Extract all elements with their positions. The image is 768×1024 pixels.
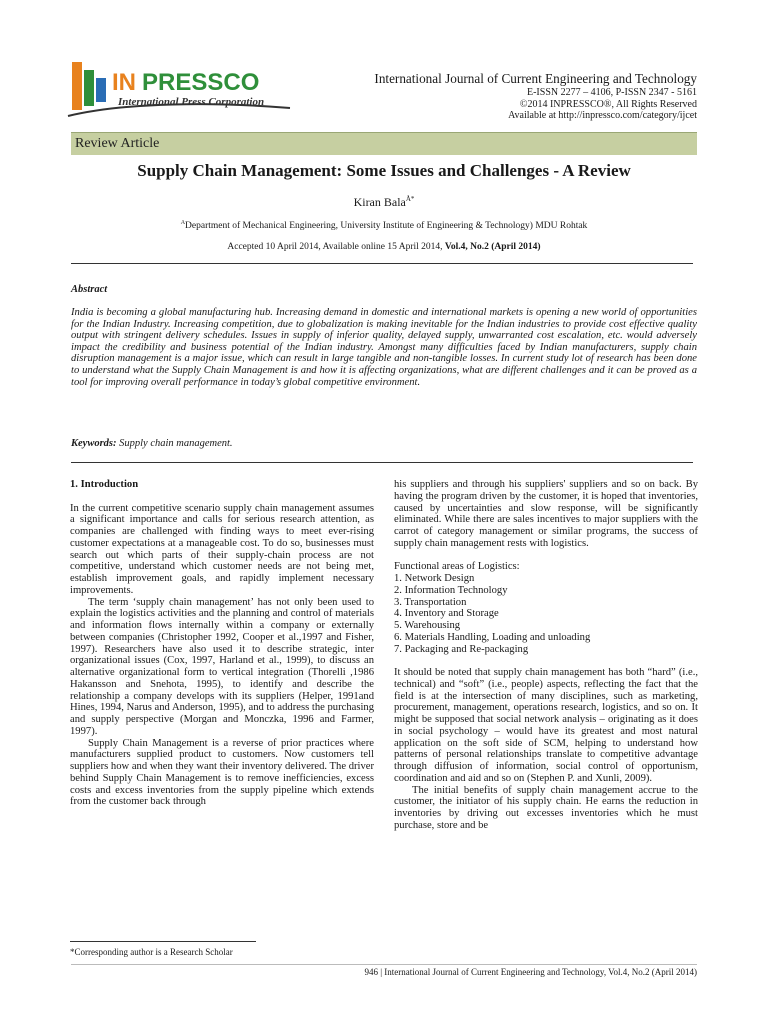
logistics-list-heading: Functional areas of Logistics: — [394, 561, 520, 573]
footnote-rule — [70, 941, 256, 942]
logo-brand-pressco: PRESSCO — [142, 69, 260, 96]
article-type-label: Review Article — [75, 136, 160, 151]
affiliation-sup: A — [180, 220, 186, 226]
intro-paragraph-3: Supply Chain Management is a reverse of prior practices where manufacturers supplied product to customers. Now customers tell suppliers how and when they want their inventory delivered. The driver behind Supply Chain Management is to remove inefficiencies, excess costs and excess inventories from the supply pipeline which extends from the customer back through — [70, 737, 374, 808]
footnote: *Corresponding author is a Research Scholar — [70, 947, 233, 957]
accepted-line — [71, 241, 697, 253]
volume-info: Vol.4, No.2 (April 2014) — [444, 242, 541, 252]
section-heading-introduction: 1. Introduction — [70, 479, 139, 490]
keywords-label: Keywords: — [71, 438, 117, 449]
journal-issn: E-ISSN 2277 – 4106, P-ISSN 2347 - 5161 — [526, 87, 697, 98]
inpressco-logo — [66, 58, 296, 124]
logo-orange-bar — [72, 62, 82, 110]
abstract-rule — [71, 462, 693, 463]
journal-available-url: Available at http://inpressco.com/category/ijcet — [508, 110, 697, 121]
logo-green-bar — [84, 70, 94, 106]
author-line — [71, 192, 697, 209]
right-column — [394, 479, 698, 832]
article-type-bar — [71, 132, 697, 155]
keywords-line — [71, 438, 233, 450]
journal-info — [374, 71, 697, 122]
paper-title: Supply Chain Management: Some Issues and Challenges - A Review — [137, 161, 631, 180]
author-sup: Å* — [405, 195, 415, 203]
accepted-dates: Accepted 10 April 2014, Available online 15 April 2014, — [227, 242, 445, 252]
logistics-list — [394, 573, 698, 655]
keywords-text: Supply chain management. — [116, 438, 233, 449]
list-item: 5. Warehousing — [394, 620, 461, 631]
right-paragraph-1: his suppliers and through his suppliers' suppliers and so on back. By having the program driven by the customer, it is hoped that inventories, caused by uncertainties and slow response, will be significantly eliminated. While there are sales incentives to major suppliers with the carrot of category management or similar programs, the success of supply chain management rests with logistics. — [394, 479, 698, 549]
right-paragraph-3: The initial benefits of supply chain management accrue to the customer, the initiator of his supply chain. He earns the reduction in inventories by driving out excesses inventories which he must purchase, store and be — [394, 784, 698, 831]
affiliation-text: Department of Mechanical Engineering, University Institute of Engineering & Technology) MDU Rohtak — [185, 221, 588, 232]
logo-tagline: International Press Corporation — [118, 96, 265, 108]
abstract-heading: Abstract — [71, 284, 108, 295]
right-paragraph-2: It should be noted that supply chain management has both “hard” (i.e., technical) and “soft” (i.e., people) aspects, reflecting the fact that the field is at the intersection of many disciplines, such as marketing, procurement, management, operations research, logistics, and so on. It might be supposed that social network analysis – originating as it does in social psychology – would have its greatest and most natural application on the soft side of SCM, helping to understand how patterns of personal relationships translate to competitive advantage through diffusion of information, social control of opportunism, coordination and aid and so on (Stephen P. and Xunli, 2009). — [394, 667, 698, 784]
journal-copyright: ©2014 INPRESSCO®, All Rights Reserved — [519, 98, 697, 110]
page-footer: 946 | International Journal of Current Engineering and Technology, Vol.4, No.2 (April 2014) — [71, 964, 697, 978]
list-item: 7. Packaging and Re-packaging — [394, 643, 529, 655]
header-rule — [71, 263, 693, 264]
list-item: 4. Inventory and Storage — [394, 608, 499, 620]
logo-brand-in: IN — [112, 69, 136, 96]
journal-title: International Journal of Current Engineering and Technology — [374, 71, 697, 86]
left-column — [70, 479, 374, 808]
list-item: 2. Information Technology — [394, 584, 508, 596]
author-name: Kiran Bala — [353, 195, 406, 209]
intro-paragraph-2: The term ‘supply chain management’ has not only been used to explain the logistics activities and the planning and control of materials and information flows internally within a company or externally between companies (Christopher 1992, Cooper et al.,1997 and Fisher, 1997). Researchers have also used it to describe strategic, inter organizational issues (Cox, 1997, Harland et al., 1999), to discuss an alternative organizational form to vertical integration (Thorelli ,1986 Hakansson and Snehota, 1995), to identify and describe the relationship a company develops with its suppliers (Helper, 1991and Hines, 1994, Narus and Anderson, 1995), and to address the purchasing and supply perspective (Morgan and Monczka, 1996 and Farmer, 1997). — [70, 596, 374, 737]
list-item: 6. Materials Handling, Loading and unloading — [394, 631, 591, 643]
logo-blue-bar — [96, 78, 106, 102]
abstract-text: India is becoming a global manufacturing hub. Increasing demand in domestic and international markets is opening a new world of opportunities for the Indian Industry. Increasing competition, due to globalization is making inevitable for the Indian industries to provide cost effective quality output with stringent delivery schedules. Issues in supply of inferior quality, delayed supply, unwarranted cost escalation, etc. would adversely impact the credibility and business potential of the Indian industry. Amongst many difficulties faced by Indian manufacturers, supply chain disruption management is a major issue, which can result in large tangible and non-tangible losses. In current study lot of research has been done to understand what the Supply Chain Management is and how it is affecting organizations, what are different challenges and it can be proved as a tool for improving overall performance in today’s global competitive environment. — [71, 307, 697, 388]
intro-paragraph-1: In the current competitive scenario supply chain management assumes a significant importance and calls for serious research attention, as companies are challenged with finding ways to meet ever-rising customer expectations at a manageable cost. To do so, businesses must search out which parts of their supply-chain process are not competitive, understand which customer needs are not being met, establish improvement goals, and rapidly implement necessary improvements. — [70, 502, 374, 596]
affiliation — [71, 217, 697, 232]
list-item: 1. Network Design — [394, 573, 475, 584]
list-item: 3. Transportation — [394, 596, 467, 608]
